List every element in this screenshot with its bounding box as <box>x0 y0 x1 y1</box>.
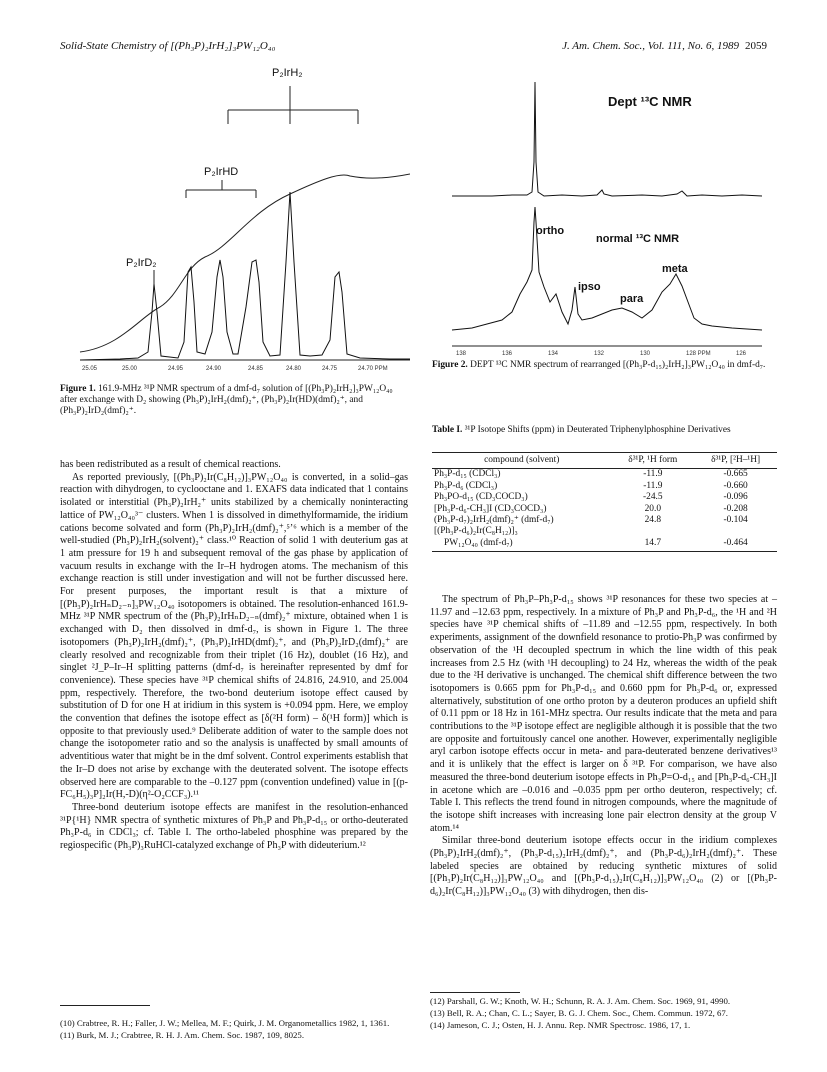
table-cell: 14.7 <box>611 538 694 552</box>
paragraph: has been redistributed as a result of chemical reactions. <box>60 459 281 470</box>
tick-label: 136 <box>502 351 513 357</box>
table-cell: -24.5 <box>643 492 663 503</box>
table-cell: -0.104 <box>723 515 748 526</box>
table-row <box>432 492 777 503</box>
label-p2ird2: P₂IrD₂ <box>126 257 157 269</box>
body-text-right <box>430 594 777 899</box>
label-p2irhd: P₂IrHD <box>204 166 239 178</box>
references-left <box>60 1018 408 1042</box>
tick-label: 24.95 <box>168 366 184 372</box>
table-cell: 20.0 <box>644 503 662 514</box>
table-cell <box>611 526 694 537</box>
column-header: δ³¹P, ¹H form <box>611 453 694 469</box>
table-cell: -0.208 <box>723 503 748 514</box>
tick-label: 138 <box>456 351 467 357</box>
tick-label: 24.75 <box>322 366 338 372</box>
table-cell: -0.096 <box>723 492 748 503</box>
figure-1-caption <box>60 384 410 418</box>
table-1-title-label: Table I. <box>432 425 463 435</box>
column-header: δ³¹P, [²H–¹H] <box>694 453 777 469</box>
column-header: compound (solvent) <box>432 453 611 469</box>
figure-2-caption-text: DEPT ¹³C NMR spectrum of rearranged [(Ph₃P-d₁₅)₂IrH₂]₃PW₁₂O₄₀ in dmf-d₇. <box>470 360 766 370</box>
figure-1-caption-label: Figure 1. <box>60 384 96 394</box>
tick-label: 24.85 <box>248 366 264 372</box>
tick-label: 130 <box>640 351 651 357</box>
reference: (14) Jameson, C. J.; Osten, H. J. Annu. Rep. NMR Spectrosc. 1986, 17, 1. <box>430 1019 691 1030</box>
table-cell: [Ph₃P-d₆-CH₃]I (CD₃COCD₃) <box>434 503 547 514</box>
label-ortho: ortho <box>536 225 565 237</box>
reference: (10) Crabtree, R. H.; Faller, J. W.; Mellea, M. F.; Quirk, J. M. Organometallics 1982, 1, 1361. <box>60 1018 390 1028</box>
references-right <box>430 996 777 1031</box>
table-row <box>432 515 777 526</box>
figure-2-caption-label: Figure 2. <box>432 360 468 370</box>
table-cell: -0.665 <box>723 469 748 480</box>
reference: (12) Parshall, G. W.; Knoth, W. H.; Schunn, R. A. J. Am. Chem. Soc. 1969, 91, 4990. <box>430 996 731 1006</box>
figure-2-spectrum <box>432 62 777 360</box>
paragraph: Three-bond deuterium isotope effects are manifest in the resolution-enhanced ³¹P{¹H} NMR spectra of synthetic mixtures of Ph₃P and Ph₃P-d₁₅ or ortho-deuterated Ph₃P-d₆ in CDCl₃; cf. Table I. The ortho-labeled phosphine was prepared by the regiospecific (Ph₃P)₃RuHCl-catalyzed exchange of Ph₃P with dideuterium.¹² <box>60 801 408 852</box>
table-cell: [(Ph₃P-d₆)₂Ir(C₈H₁₂)]₃ <box>434 526 518 537</box>
table-cell: PW₁₂O₄₀ (dmf-d₇) <box>432 538 611 552</box>
table-row <box>432 538 777 552</box>
journal-citation: J. Am. Chem. Soc., Vol. 111, No. 6, 1989 <box>562 40 739 52</box>
table-row <box>432 526 777 537</box>
figure-1-caption-text: 161.9-MHz ³¹P NMR spectrum of a dmf-d₇ solution of [(Ph₃P)₂IrH₂]₃PW₁₂O₄₀ after exchange with D₂ showing (Ph₃P)₂IrH₂(dmf)₂⁺, (Ph₃P)₂Ir(HD)(dmf)₂⁺, and (Ph₃P)₂IrD₂(dmf)₂⁺. <box>60 384 393 417</box>
tick-label: 132 <box>594 351 605 357</box>
tick-label: 24.80 <box>286 366 302 372</box>
paragraph: As reported previously, [(Ph₃P)₂Ir(C₈H₁₂)]₃PW₁₂O₄₀ is converted, in a solid–gas reaction with dihydrogen, to cyclooctane and 1. EXAFS data indicated that 1 contains isolated or interstitial (Ph₃P)₂IrH₂⁺ units stabilized by a chemically noninteracting lattice of PW₁₂O₄₀³⁻ clusters. When 1 is dissolved in dimethylformamide, the iridium cations become solvated and form (Ph₃P)₂IrH₂(dmf)₂⁺,⁵ʼ⁶ which is a member of the well-studied (Ph₃P)₂IrH₂(solvent)₂⁺ class.¹⁰ Reaction of solid 1 with deuterium gas at 1 atm pressure for 19 h and subsequent removal of the gas phase by application of vacuum results in exchange with the Ir–H hydrogen atoms. The mechanism of this exchange reaction is still under investigation and will not be further discussed here. For present purposes, the important result is that a mixture of [(Ph₃P)₂IrHₙD₂₋ₙ]₃PW₁₂O₄₀ isotopomers is obtained. The resolution-enhanced 161.9-MHz ³¹P NMR spectrum of the (Ph₃P)₂IrHₙD₂₋ₙ(dmf)₂⁺ mixture, obtained when 1 is exchanged with D₂ then dissolved in dmf-d₇, is shown in Figure 1. The three isotopomers (Ph₃P)₂IrH₂(dmf)₂⁺, (Ph₃P)₂IrHD(dmf)₂⁺, and (Ph₃P)₂IrD₂(dmf)₂⁺ are clearly resolved and recognizable from their triplet (16 Hz), doublet (16 Hz), and singlet ²J_P–Ir–H splitting patterns (dmf-d₇ is hereinafter represented by dmf for convenience). These species have ³¹P chemical shifts of 24.816, 24.910, and 25.004 ppm, respectively. Therefore, the two-bond deuterium isotope effect caused by substitution of D for one H at iridium in this system is +0.094 ppm. Here, we employ the convention that defines the isotope effect as [δ(²H form) – δ(¹H form)] which is opposite to that previously used.⁹ Deliberate addition of water to the sample does not change the isotopometer ratio and so the analysis is unaffected by small amounts of adventitious water that might be in the dmf solvent. Control experiments establish that the Ir–D does not arise by exchange with the deuterated solvent. The isotope effects observed here are comparable to the –0.127 ppm (convention undefined) value in [(p-FC₆H₅)₃P]₂Ir(H,-D)(η²-O₂CCF₃).¹¹ <box>60 471 408 801</box>
running-header-title: Solid-State Chemistry of [(Ph₃P)₂IrH₂]₃PW₁₂O₄₀ <box>60 40 276 52</box>
table-cell: -11.9 <box>643 469 663 480</box>
tick-label: 126 <box>736 351 747 357</box>
paragraph: The spectrum of Ph₃P–Ph₃P-d₁₅ shows ³¹P resonances for these two species at –11.97 and –12.63 ppm, respectively. In a mixture of Ph₃P and Ph₃P-d₆, the ¹H and ²H species have ³¹P chemical shifts of –11.89 and –12.55 ppm, respectively. In both experiments, assignment of the downfield resonance to protio-Ph₃P was confirmed by observation of the ¹H decoupled spectrum in which the line width of this peak increases from 2.5 Hz (with ¹H decoupling) to 24 Hz, whereas the width of the peak due to the ²H derivative is unchanged. The chemical shift difference between the two isotopomers is 0.665 ppm for Ph₃P-d₁₅ and 0.660 ppm for Ph₃P-d₆ or, expressed alternatively, substitution of one ortho proton by a deuteron produces an upfield shift of 0.11 ppm or 18 Hz in 161-MHz spectra. Our results indicate that the meta and para contributions to the ³¹P isotope effect are negligible although it is possible that the two are opposite and fortuitously cancel one another. However, experimentally negligible aryl carbon isotope effects occur in meta- and para-deuterated benzene derivatives¹³ and it is unlikely that the effect is larger on δ ³¹P. For comparison, we have also measured the three-bond deuterium isotope effects in Ph₃P=O-d₁₅ and [Ph₃P-d₆-CH₃]I in acetone which are –0.016 and –0.035 ppm per ortho deuteron, respectively; cf. Table I. This reflects the trend found in nitrogen compounds, where the magnitude of the isotope shift increases with increasing lone pair electron density at the group V atom.¹⁴ <box>430 594 777 834</box>
paragraph: Similar three-bond deuterium isotope effects occur in the iridium complexes (Ph₃P)₂IrH₂(dmf)₂⁺, (Ph₃P-d₁₅)₂IrH₂(dmf)₂⁺, and (Ph₃P-d₆)₂IrH₂(dmf)₂⁺. These labeled species are obtained by reducing synthetic mixtures of solid [(Ph₃P)₂Ir(C₈H₁₂)]₃PW₁₂O₄₀ and [(Ph₃P-d₁₅)₂Ir(C₈H₁₂)]₃PW₁₂O₄₀ (2) or [(Ph₃P-d₆)₂Ir(C₈H₁₂)]₃PW₁₂O₄₀ (3) with dihydrogen, then dis- <box>430 835 777 898</box>
table-cell: -0.660 <box>723 480 748 491</box>
table-cell: 24.8 <box>644 515 662 526</box>
label-p2irh2: P₂IrH₂ <box>272 67 303 79</box>
table-1-title-text: ³¹P Isotope Shifts (ppm) in Deuterated Triphenylphosphine Derivatives <box>464 425 731 435</box>
label-ipso: ipso <box>578 281 601 293</box>
table-cell <box>694 526 777 537</box>
table-cell: (Ph₃P-d₇)₂IrH₂(dmf)₂⁺ (dmf-d₇) <box>434 515 554 526</box>
table-cell: Ph₃P-d₆ (CDCl₃) <box>434 480 498 491</box>
table-cell: Ph₃P-d₁₅ (CDCl₃) <box>434 469 501 480</box>
footnote-rule-right <box>430 992 520 993</box>
label-meta: meta <box>662 263 688 275</box>
table-header-row <box>432 453 777 469</box>
table-cell: Ph₃PO-d₁₅ (CD₃COCD₃) <box>434 492 528 503</box>
figure-1 <box>60 62 410 382</box>
tick-label: 134 <box>548 351 559 357</box>
running-header-journal <box>562 40 767 52</box>
label-para: para <box>620 293 644 305</box>
figure-2-caption <box>432 360 777 371</box>
table-1-title <box>432 425 777 436</box>
label-dept: Dept ¹³C NMR <box>608 94 692 109</box>
tick-label: 128 PPM <box>686 351 711 357</box>
reference: (13) Bell, R. A.; Chan, C. L.; Sayer, B. G. J. Chem. Soc., Chem. Commun. 1972, 67. <box>430 1007 729 1018</box>
tick-label: 25.00 <box>122 366 138 372</box>
footnote-rule-left <box>60 1005 150 1006</box>
table-1 <box>432 452 777 552</box>
table-cell: -0.464 <box>694 538 777 552</box>
table-row <box>432 481 777 492</box>
tick-label: 24.90 <box>206 366 222 372</box>
figure-1-spectrum <box>60 62 410 382</box>
table-row <box>432 469 777 481</box>
tick-label: 24.70 PPM <box>358 366 388 372</box>
tick-label: 25.05 <box>82 366 98 372</box>
table-row <box>432 504 777 515</box>
figure-2 <box>432 62 777 360</box>
body-text-left <box>60 459 408 853</box>
label-normal: normal ¹³C NMR <box>596 233 680 245</box>
reference: (11) Burk, M. J.; Crabtree, R. H. J. Am. Chem. Soc. 1987, 109, 8025. <box>60 1029 305 1040</box>
table-cell: -11.9 <box>643 480 663 491</box>
page-number: 2059 <box>745 40 767 52</box>
